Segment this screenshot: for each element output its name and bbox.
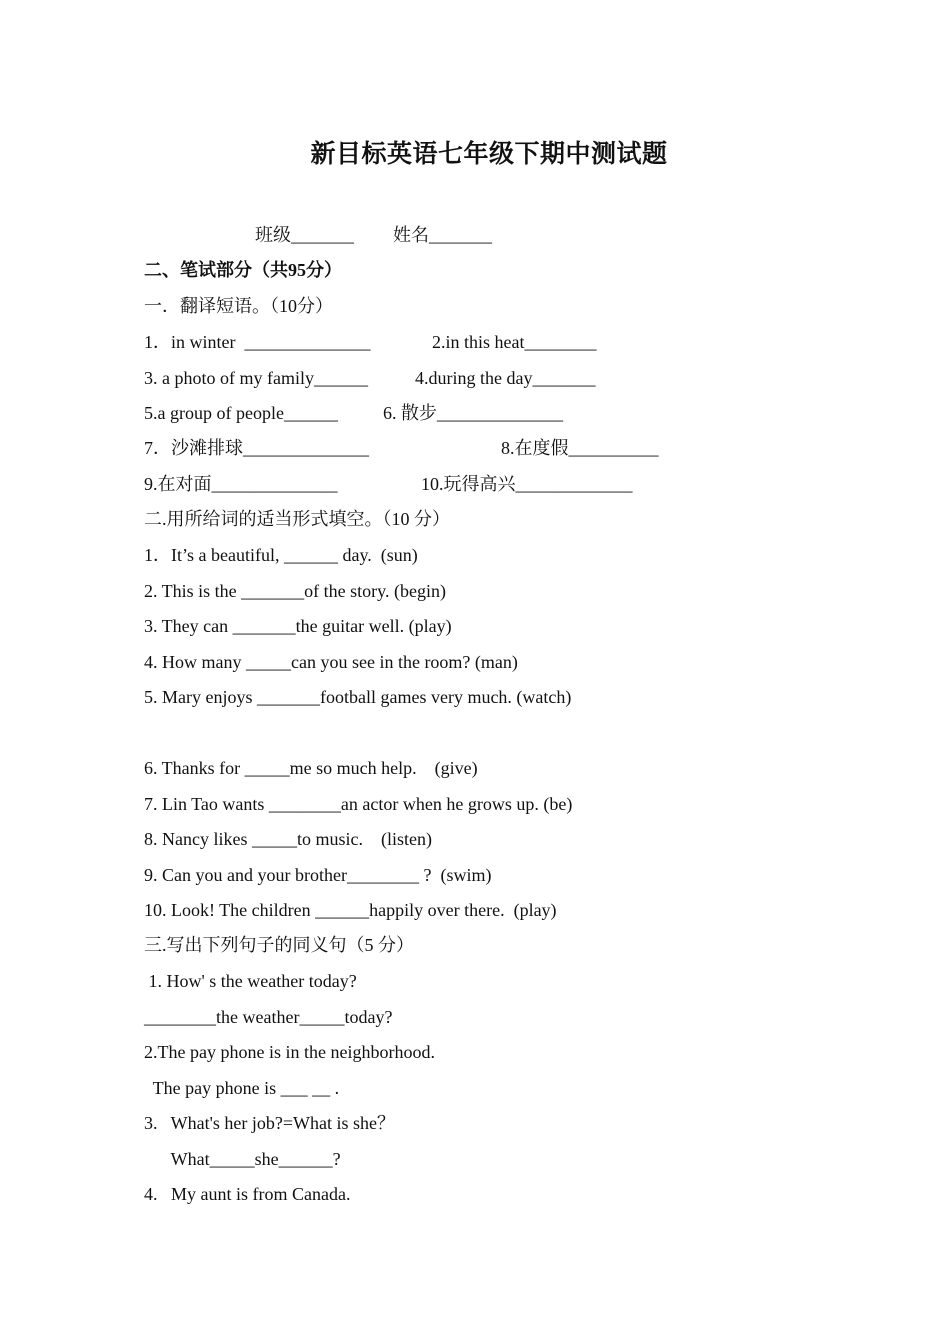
question-3-1: 1. How' s the weather today? (144, 971, 357, 991)
question-2-3: 3. They can _______the guitar well. (play) (144, 616, 452, 636)
part2-heading: 二.用所给词的适当形式填空。（10 分） (144, 509, 450, 529)
question-1-1: 1．in winter ______________ (144, 332, 371, 352)
name-field-label: 姓名_______ (393, 225, 492, 245)
question-3-2: 2.The pay phone is in the neighborhood. (144, 1042, 435, 1062)
question-2-6: 6. Thanks for _____me so much help. (give) (144, 758, 478, 778)
question-3-1-answer: ________the weather_____today? (144, 1007, 393, 1027)
class-field-label: 班级_______ (255, 225, 354, 245)
question-3-4: 4. My aunt is from Canada. (144, 1184, 351, 1204)
question-2-1: 1．It’s a beautiful, ______ day. (sun) (144, 545, 418, 565)
question-2-10: 10. Look! The children ______happily over there. (play) (144, 900, 557, 920)
question-1-9: 9.在对面______________ (144, 474, 338, 494)
question-1-6: 6. 散步______________ (383, 403, 563, 423)
question-1-3: 3. a photo of my family______ (144, 368, 368, 388)
question-1-2: 2.in this heat________ (432, 332, 597, 352)
question-1-8: 8.在度假__________ (501, 438, 659, 458)
question-2-2: 2. This is the _______of the story. (begin) (144, 581, 446, 601)
question-1-4: 4.during the day_______ (415, 368, 596, 388)
question-1-7: 7．沙滩排球______________ (144, 438, 369, 458)
question-3-3: 3. What's her job?=What is she？ (144, 1113, 396, 1133)
part1-heading: 一．翻译短语。（10分） (144, 296, 333, 316)
question-2-9: 9. Can you and your brother________ ? (swim) (144, 865, 492, 885)
page-title: 新目标英语七年级下期中测试题 (310, 139, 668, 168)
question-2-5: 5. Mary enjoys _______football games very much. (watch) (144, 687, 572, 707)
section-heading-written: 二、笔试部分（共95分） (144, 260, 342, 280)
question-3-2-answer: The pay phone is ___ __ . (144, 1078, 340, 1098)
question-2-4: 4. How many _____can you see in the room? (man) (144, 652, 518, 672)
question-2-8: 8. Nancy likes _____to music. (listen) (144, 829, 432, 849)
question-2-7: 7. Lin Tao wants ________an actor when he grows up. (be) (144, 794, 573, 814)
question-1-10: 10.玩得高兴_____________ (421, 474, 633, 494)
question-1-5: 5.a group of people______ (144, 403, 338, 423)
question-3-3-answer: What_____she______? (144, 1149, 341, 1169)
part3-heading: 三.写出下列句子的同义句（5 分） (144, 935, 414, 955)
